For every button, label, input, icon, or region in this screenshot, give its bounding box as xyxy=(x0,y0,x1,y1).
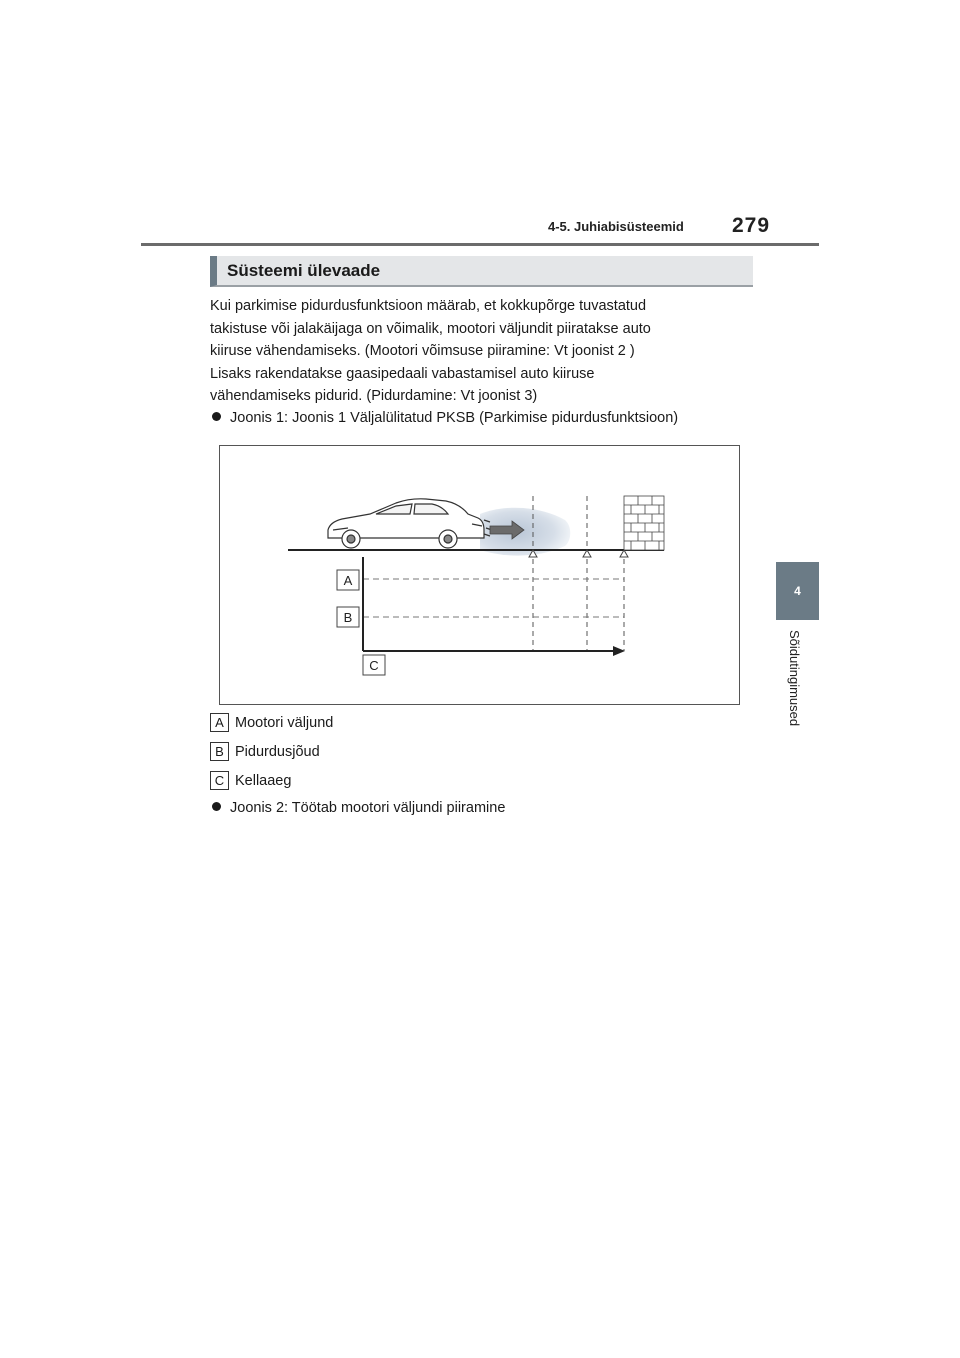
chapter-tab xyxy=(776,562,819,620)
bullet-figure-2 xyxy=(212,800,505,816)
car-icon xyxy=(328,499,492,548)
label-a-text: A xyxy=(343,573,353,588)
label-c-text: C xyxy=(369,658,379,673)
legend-key-a: A xyxy=(210,713,229,732)
bullet-dot-icon xyxy=(212,802,221,811)
intro-paragraph xyxy=(210,295,770,408)
chapter-label-text: Sõidutingimused xyxy=(787,630,802,727)
section-heading xyxy=(210,256,753,287)
intro-line: kiiruse vähendamiseks. (Mootori võimsuse piiramine: Vt joonist 2 ) xyxy=(210,343,635,359)
section-heading-text: Süsteemi ülevaade xyxy=(227,261,381,280)
intro-line: Lisaks rakendatakse gaasipedaali vabastamisel auto kiiruse xyxy=(210,365,595,382)
legend-text-b: Pidurdusjõud xyxy=(235,743,320,760)
bullet-figure-1 xyxy=(212,410,678,426)
legend-item-c xyxy=(210,771,291,790)
legend-item-b xyxy=(210,742,320,761)
intro-line: vähendamiseks pidurid. (Pidurdamine: Vt joonist 3) xyxy=(210,388,538,404)
label-b-text: B xyxy=(343,610,353,625)
chapter-tab-number: 4 xyxy=(794,584,801,598)
bullet-figure-1-text: Joonis 1: Joonis 1 Väljalülitatud PKSB (Parkimise pidurdusfunktsioon) xyxy=(230,410,679,426)
header-section-title: 4-5. Juhiabisüsteemid xyxy=(548,219,684,234)
legend-text-c: Kellaaeg xyxy=(235,772,292,789)
header-divider xyxy=(141,243,819,246)
brick-wall-icon xyxy=(624,496,664,550)
figure-1-diagram xyxy=(219,445,740,705)
legend-key-c: C xyxy=(210,771,229,790)
level-guide-lines xyxy=(363,579,624,617)
bullet-dot-icon xyxy=(212,412,221,421)
intro-line: Kui parkimise pidurdusfunktsioon määrab, et kokkupõrge tuvastatud xyxy=(210,298,647,314)
legend-key-b: B xyxy=(210,742,229,761)
chapter-label xyxy=(779,630,819,750)
intro-line: takistuse või jalakäijaga on võimalik, mootori väljundit piiratakse auto xyxy=(210,320,651,337)
legend-text-a: Mootori väljund xyxy=(235,714,334,731)
legend-item-a xyxy=(210,713,333,732)
time-axis-arrow-icon xyxy=(613,646,625,656)
bullet-figure-2-text: Joonis 2: Töötab mootori väljundi piiramine xyxy=(230,800,506,816)
page-number: 279 xyxy=(732,214,771,237)
